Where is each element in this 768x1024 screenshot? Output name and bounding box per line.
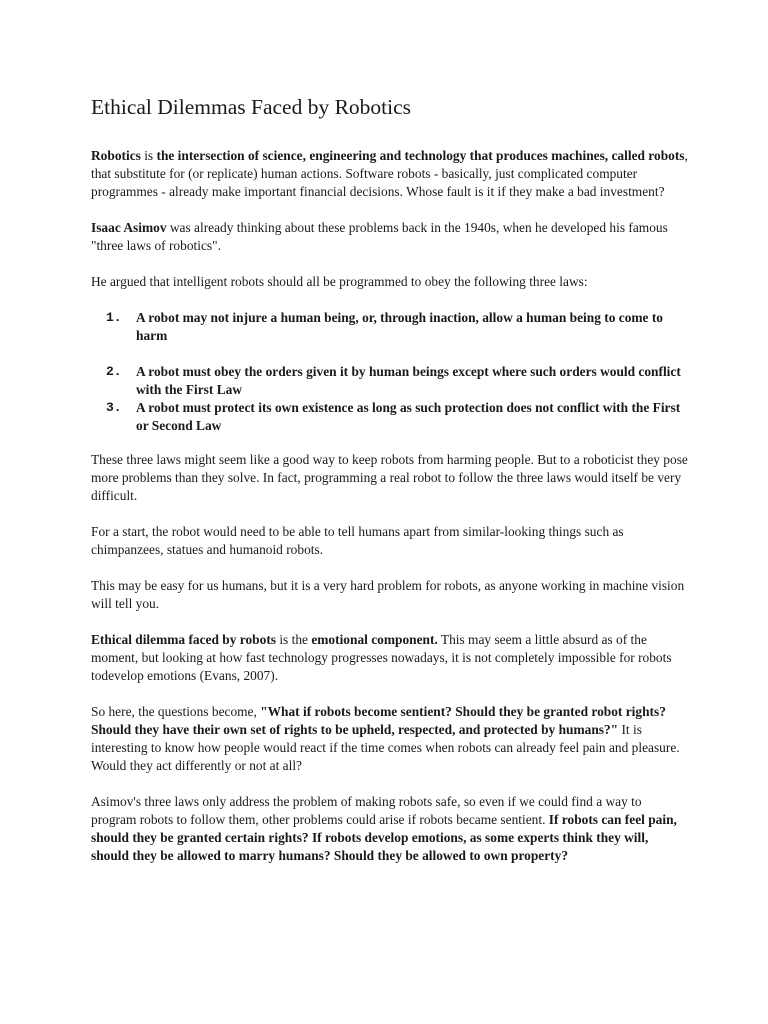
list-item <box>91 363 688 399</box>
list-item-text: A robot must protect its own existence as long as such protection does not conflict with the First or Second Law <box>136 400 681 433</box>
text-run: Asimov's three laws only address the problem of making robots safe, so even if we could find a way to program robots to follow them, other problems could arise if robots became sentient. <box>91 794 642 827</box>
paragraph-laws-problems: These three laws might seem like a good way to keep robots from harming people. But to a roboticist they pose more problems than they solve. In fact, programming a real robot to follow the three laws would itself be very difficult. <box>91 452 688 503</box>
list-number: 1. <box>106 310 122 325</box>
bold-text: Robotics <box>91 148 141 163</box>
paragraph-sentient-questions <box>91 703 688 775</box>
paragraph-emotional-component <box>91 631 688 685</box>
paragraph-robot-rights <box>91 793 688 865</box>
bold-text: emotional component. <box>311 632 438 647</box>
paragraph-asimov <box>91 219 688 255</box>
paragraph-robotics-definition <box>91 147 688 201</box>
text-run: is <box>140 148 157 163</box>
list-item <box>91 399 688 435</box>
list-item-text: A robot must obey the orders given it by human beings except where such orders would conflict with the First Law <box>136 364 681 397</box>
bold-text: Isaac Asimov <box>91 220 167 235</box>
bold-text: If robots can feel pain, should they be granted certain rights? If robots develop emotions, as some experts think they will, should they be allowed to marry humans? Should they be allowed to own property? <box>91 812 677 863</box>
text-run: , that substitute for (or replicate) human actions. Software robots - basically, just complicated computer programmes - already make important financial decisions. Whose fault is it if they make a bad investment? <box>91 148 688 199</box>
bold-text: the intersection of science, engineering and technology that produces machines, called robots <box>156 148 685 163</box>
paragraph-machine-vision: This may be easy for us humans, but it is a very hard problem for robots, as anyone working in machine vision will tell you. <box>91 578 685 611</box>
bold-text: Ethical dilemma faced by robots <box>91 632 276 647</box>
list-item-text: A robot may not injure a human being, or, through inaction, allow a human being to come to harm <box>136 310 664 343</box>
three-laws-list <box>91 309 688 435</box>
paragraph-tell-humans-apart: For a start, the robot would need to be able to tell humans apart from similar-looking things such as chimpanzees, statues and humanoid robots. <box>91 524 624 557</box>
text-run: It is interesting to know how people would react if the time comes when robots can already feel pain and pleasure. Would they act differently or not at all? <box>91 722 680 773</box>
document-title: Ethical Dilemmas Faced by Robotics <box>91 95 412 119</box>
paragraph-laws-intro: He argued that intelligent robots should all be programmed to obey the following three laws: <box>91 274 588 289</box>
text-run: So here, the questions become, <box>91 704 261 719</box>
list-number: 2. <box>106 364 122 379</box>
text-run: was already thinking about these problems back in the 1940s, when he developed his famous "three laws of robotics". <box>91 220 668 253</box>
bold-text: "What if robots become sentient? Should they be granted robot rights? Should they have their own set of rights to be upheld, respected, and protected by humans?" <box>91 704 666 737</box>
list-number: 3. <box>106 400 122 415</box>
list-item <box>91 309 688 345</box>
text-run: is the <box>275 632 312 647</box>
text-run: This may seem a little absurd as of the moment, but looking at how fast technology progresses nowadays, it is not completely impossible for robots todevelop emotions (Evans, 2007). <box>91 632 672 683</box>
